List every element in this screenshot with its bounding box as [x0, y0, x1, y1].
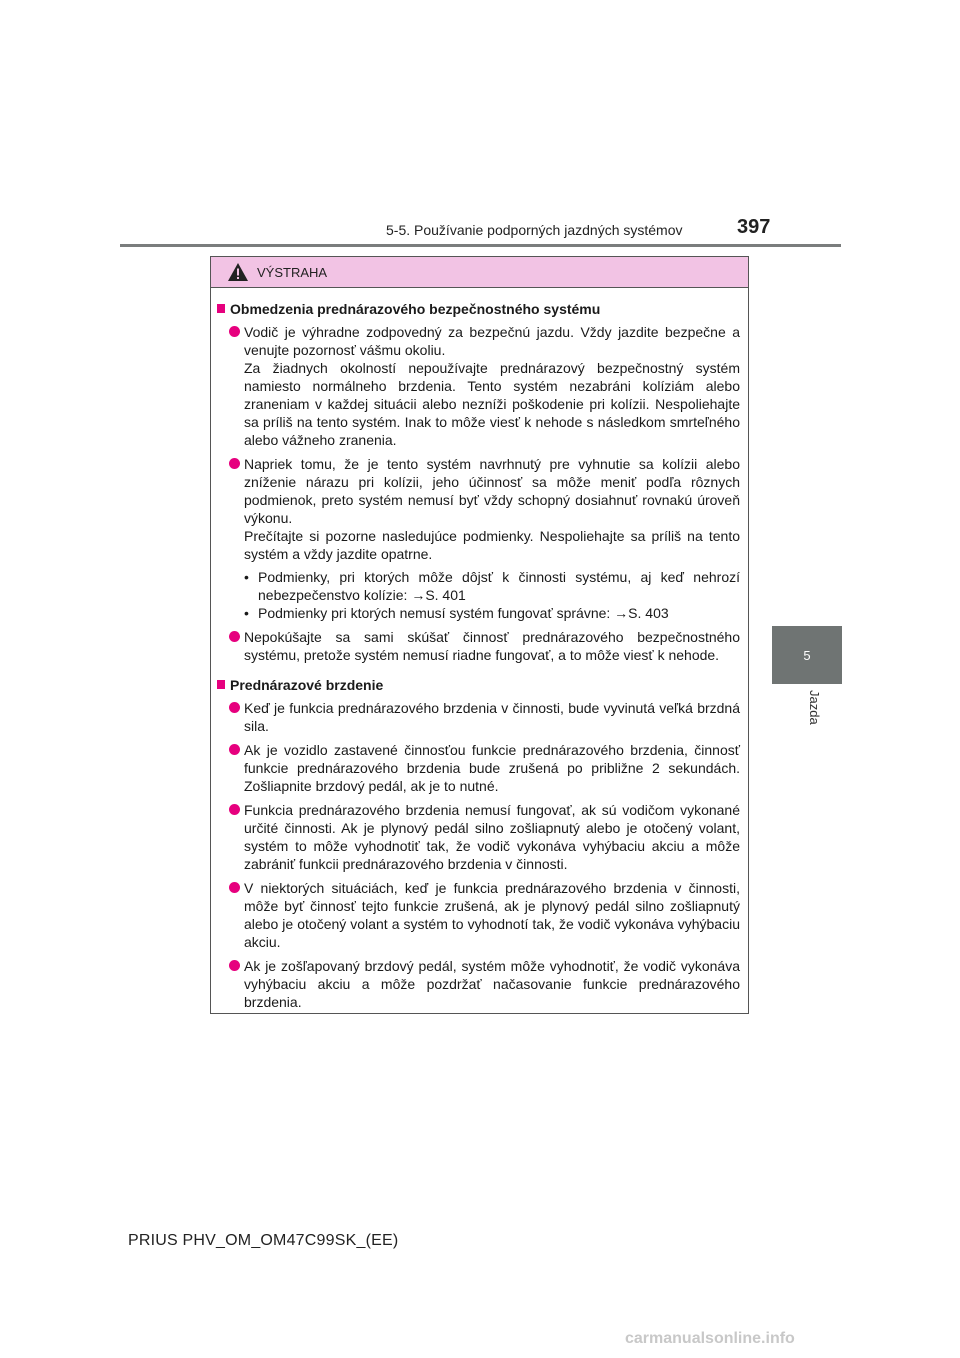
warning-header: [211, 257, 748, 288]
section-heading-text: Obmedzenia prednárazového bezpečnostného systému: [230, 301, 601, 317]
list-item-text: [244, 699, 740, 735]
circle-bullet-icon: [229, 631, 240, 642]
list-item-text: [244, 323, 740, 449]
list-item: [217, 957, 740, 1011]
page-reference-link[interactable]: Podmienky, pri ktorých môže dôjsť k činnosti systému, aj keď nehrozí nebezpečenstvo kolízie: →S. 401: [258, 569, 740, 603]
list-item-text: [244, 801, 740, 873]
paragraph: V niektorých situáciách, keď je funkcia prednárazového brzdenia v činnosti, môže byť činnosť tejto funkcie zrušená, ak je plynový pedál silno zošliapnutý alebo je otočený volant a systém to vyhodnotí tak, že vodič vykonáva vyhýbaciu akciu.: [244, 880, 740, 950]
list-item-text: [244, 455, 740, 622]
list-item-text: [244, 628, 740, 664]
list-item-text: [244, 957, 740, 1011]
section-heading: [217, 300, 740, 318]
paragraph: Funkcia prednárazového brzdenia nemusí fungovať, ak sú vodičom vykonané určité činnosti. Ak je plynový pedál silno zošliapnutý alebo je otočený volant, systém to môže vyhodnotiť tak, že vodič vykonáva vyhýbaciu akciu a môže zabrániť funkcii prednárazového brzdenia v činnosti.: [244, 802, 740, 872]
circle-bullet-icon: [229, 702, 240, 713]
list-item: [217, 699, 740, 735]
sub-list-item: [244, 568, 740, 604]
paragraph: Nepokúšajte sa sami skúšať činnosť prednárazového bezpečnostného systému, pretože systém nemusí riadne fungovať, a to môže viesť k nehode.: [244, 629, 740, 663]
document-id: PRIUS PHV_OM_OM47C99SK_(EE): [128, 1232, 399, 1249]
paragraph: Keď je funkcia prednárazového brzdenia v činnosti, bude vyvinutá veľká brzdná sila.: [244, 700, 740, 734]
circle-bullet-icon: [229, 960, 240, 971]
running-header-section: 5-5. Používanie podporných jazdných systémov: [386, 222, 683, 238]
circle-bullet-icon: [229, 744, 240, 755]
circle-bullet-icon: [229, 326, 240, 337]
chapter-label: Jazda: [807, 690, 822, 725]
page-reference-link[interactable]: Podmienky pri ktorých nemusí systém fungovať správne: →S. 403: [258, 605, 669, 621]
page-number: 397: [737, 216, 771, 238]
warning-title: VÝSTRAHA: [257, 264, 328, 280]
chapter-tab[interactable]: [772, 626, 842, 684]
warning-body: [211, 288, 748, 1011]
section-heading-text: Prednárazové brzdenie: [230, 677, 384, 693]
paragraph: Ak je vozidlo zastavené činnosťou funkcie prednárazového brzdenia, činnosť funkcie prednárazového brzdenia bude zrušená po približne 2 sekundách. Zošliapnite brzdový pedál, ak je to nutné.: [244, 742, 740, 794]
list-item: [217, 323, 740, 449]
warning-box: [210, 256, 749, 1014]
list-item-text: [244, 741, 740, 795]
paragraph: Za žiadnych okolností nepoužívajte prednárazový bezpečnostný systém namiesto normálneho brzdenia. Tento systém nezabráni kolíziám alebo zraneniam v každej situácii alebo nezníži poškodenie pri kolízii. Nespoliehajte sa príliš na tento systém. Inak to môže viesť k nehode s následkom smrteľného alebo vážneho zranenia.: [244, 360, 740, 448]
warning-triangle-icon: [227, 262, 249, 282]
list-item-text: [244, 879, 740, 951]
list-item: [217, 455, 740, 622]
list-item: [217, 879, 740, 951]
paragraph: Vodič je výhradne zodpovedný za bezpečnú jazdu. Vždy jazdite bezpečne a venujte pozornosť vášmu okoliu.: [244, 324, 740, 358]
sub-list: [244, 568, 740, 622]
circle-bullet-icon: [229, 804, 240, 815]
list-item: [217, 741, 740, 795]
small-bullet-icon: •: [244, 569, 249, 585]
paragraph: Napriek tomu, že je tento systém navrhnutý pre vyhnutie sa kolízii alebo zníženie nárazu pri kolízii, jeho účinnosť sa môže meniť podľa rôznych podmienok, preto systém nemusí byť vždy schopný dosiahnuť rovnakú úroveň výkonu.: [244, 456, 740, 526]
square-bullet-icon: [217, 680, 225, 689]
square-bullet-icon: [217, 304, 225, 313]
sub-list-item: [244, 604, 740, 622]
header-rule: [120, 244, 841, 247]
watermark: carmanualsonline.info: [625, 1330, 795, 1347]
chapter-number: 5: [803, 647, 811, 663]
small-bullet-icon: •: [244, 605, 249, 621]
list-item: [217, 628, 740, 664]
section-heading: [217, 676, 740, 694]
circle-bullet-icon: [229, 882, 240, 893]
list-item: [217, 801, 740, 873]
paragraph: Prečítajte si pozorne nasledujúce podmienky. Nespoliehajte sa príliš na tento systém a vždy jazdite opatrne.: [244, 528, 740, 562]
paragraph: Ak je zošľapovaný brzdový pedál, systém môže vyhodnotiť, že vodič vykonáva vyhýbaciu akciu a môže pozdržať načasovanie funkcie prednárazového brzdenia.: [244, 958, 740, 1010]
circle-bullet-icon: [229, 458, 240, 469]
